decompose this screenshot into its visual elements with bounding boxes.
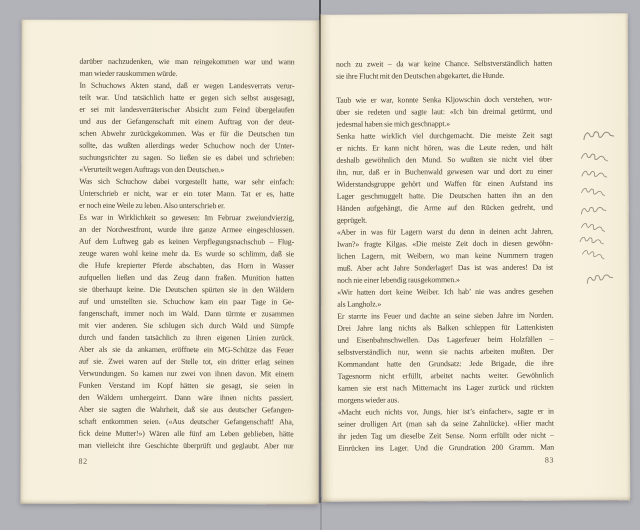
text-line: schaft entkommen seien. («Aus deutscher Gefangenschaft! Aha, (78, 416, 294, 427)
text-line: Einrücken ins Lager. Und die Grundration 200 Gramm. Man (337, 442, 555, 453)
text-line: noch zu zweit – da war keine Chance. Selbstverständlich hatten (335, 58, 553, 69)
text-line: Aber als sie da ankamen, eröffnete ein MG-Schütze das Feuer (78, 344, 294, 355)
text-line: Iwan?» fragte Kilgas. «Die meiste Zeit doch in diesen gewöhn- (336, 238, 553, 249)
text-line: «Wir hatten dort keine Weiber. Ich hab’ nie was andres gesehen (337, 286, 554, 297)
pencil-scribble (583, 131, 613, 140)
page-number-left: 82 (78, 456, 88, 466)
text-line: fangenschaft, immer noch im Wald. Dann türmte er zusammen (78, 308, 294, 319)
text-line: man vielleicht ihre Geschichte überprüft und geglaubt. Aber nur (78, 440, 294, 451)
pencil-scribble (582, 249, 605, 259)
text-line: Auf dem Luftweg gab es keinen Verpflegungsnachschub – Flug- (79, 236, 295, 247)
text-line: er sei mit landesverräterischer Absicht zum Feind übergelaufen (79, 104, 295, 115)
text-line: suchungsrichter zu sagen. So ließen sie es dabei und schrieben: (79, 152, 295, 163)
text-line: jedesmal haben sie mich geschnappt.» (336, 119, 451, 129)
text-line: Verwundungen. So kamen nur zwei von ihnen davon. Mit einem (78, 368, 294, 379)
text-line: man wieder rauskommen würde. (79, 68, 178, 79)
text-line: er nichts. Er kann nicht hören, was die Leute reden, und hält (336, 142, 553, 153)
text-line: Händen aufgehängt, die Arme auf den Rücken gedreht, und (336, 202, 553, 213)
text-line: lichen Lagern, mit Weibern, wo man keine Nummern tragen (336, 250, 554, 261)
text-line: durch und fanden tatsächlich zu ihren eigenen Linien zurück. (78, 332, 294, 343)
text-line: Er starrte ins Feuer und dachte an seine sieben Jahre im Norden. (337, 310, 554, 321)
text-line: Tagesnorm nicht erfüllt, arbeitet nachts weiter. Gewöhnlich (337, 370, 554, 381)
text-line: geprügelt. (336, 215, 368, 225)
pencil-scribble (582, 222, 606, 232)
text-line: ihn, nur, daß er in Buchenwald gewesen war und dort zu einer (336, 166, 553, 177)
text-line: In Schuchows Akten stand, daß er wegen Landesverrats verur- (79, 80, 295, 91)
text-line: auf sie. Zwei waren auf der Stelle tot, ein dritter erlag seinen (78, 356, 294, 367)
pencil-scribble (582, 153, 609, 162)
pencil-scribble (582, 171, 607, 179)
book-page-left (20, 20, 319, 505)
handwritten-marginalia (320, 13, 631, 502)
text-line: sie überhaupt keine. Die Deutschen spürten sie in den Wäldern (78, 284, 294, 295)
text-line: Was sich Schuchow dabei vorgestellt hatte, war sehr einfach: (79, 176, 295, 187)
text-line: schen Abwehr zurückgekommen. Was er für die Deutschen tun (79, 128, 295, 139)
text-line: Aber sie sagten die Wahrheit, daß sie aus deutscher Gefangen- (78, 404, 294, 415)
text-line: und Eisenbahnschwellen. Das Lagerfeuer beim Holzfällen – (337, 334, 554, 345)
text-line: auf und umstellten sie. Schuchow kam ein paar Tage in Ge- (78, 296, 294, 307)
text-line: und aus der Gefangenschaft mit einem Auftrag von der deut- (79, 116, 295, 127)
pencil-scribble (581, 206, 606, 214)
text-line: mit vier anderen. Sie schlugen sich durch Wald und Sümpfe (78, 320, 294, 331)
text-line: zeuge waren wohl keine mehr da. Es wurde so schlimm, daß sie (79, 248, 295, 259)
page-82-text (79, 56, 295, 453)
text-line: teilt war. Und tatsächlich hatte er gegen sich selbst ausgesagt, (79, 92, 295, 103)
text-line: selbstverständlich nur, wenn sie nachts arbeiten mußten. Der (337, 346, 554, 357)
text-line: als Langholz.» (337, 299, 382, 309)
text-line: Funken Verstand im Kopf hätten sie gesagt, sie seien in (78, 380, 294, 391)
text-line: Senka hatte wirklich viel durchgemacht. Die meiste Zeit sagt (336, 130, 553, 141)
text-line: morgens wieder aus. (337, 395, 400, 405)
text-line: darüber nachzudenken, wie man reingekommen war und wann (79, 56, 295, 67)
text-line: Es war in Wirklichkeit so gewesen: Im Februar zweiundvierzig, (79, 212, 295, 223)
book-gutter-shadow (319, 15, 321, 503)
text-line: er noch eine Weile zu leben. Also unterschrieb er. (79, 200, 226, 211)
text-line: ihr jeden Tag um dieselbe Zeit Sense. Norm erfüllt oder nicht – (337, 430, 554, 441)
text-line: «Aber in was für Lagern warst du denn in deinen acht Jahren, (336, 226, 553, 237)
text-line: Kommandant hatte den Grundsatz: Jede Brigade, die ihre (337, 358, 554, 369)
text-line: noch nie einer lebendig rausgekommen.» (337, 275, 460, 285)
text-line: aufquellen ließen und das Zeug dann fraßen. Munition hatten (78, 272, 294, 283)
text-line: kamen sie erst nach Mitternacht ins Lager zurück und rückten (337, 382, 554, 393)
text-line: deshalb gewöhnlich den Mund. So wußten sie nicht viel über (336, 154, 553, 165)
text-line: den Wäldern umhergeirrt. Dann wäre ihnen nichts passiert. (78, 392, 294, 403)
text-line: «Verurteilt wegen Auftrags von den Deutschen.» (79, 164, 225, 175)
text-line: über sie redeten und sagte laut: «Ich bin dreimal getürmt, und (336, 106, 553, 117)
text-line: Drei Jahre lang nichts als Balken schleppen für Lattenkisten (337, 322, 554, 333)
text-line: Widerstandsgruppe gehört und Waffen für einen Aufstand ins (336, 178, 553, 189)
page-number-right: 83 (544, 455, 555, 465)
text-line: «Macht euch nichts vor, Jungs, hier ist’s einfacher», sagte er in (337, 406, 554, 417)
text-line: an der Nordwestfront, wurde ihre ganze Armee eingeschlossen. (79, 224, 295, 235)
text-line: die Hufe krepierter Pferde abschabten, das Horn in Wasser (78, 260, 295, 271)
text-line: sollte, das wußten allerdings weder Schuchow noch der Unter- (79, 140, 295, 151)
text-line: seiner drolligen Art (man sah da seine Zahnlücke). «Hier macht (337, 418, 554, 429)
text-line: sie ihre Flucht mit den Deutschen abgekartet, die Hunde. (336, 70, 505, 81)
text-line: Lager geschmuggelt hatte. Die Deutschen hatten ihn an den (336, 190, 553, 201)
pencil-scribble (582, 187, 606, 196)
text-line: Taub wie er war, konnte Senka Kljowschin doch verstehen, wor- (336, 94, 553, 105)
pencil-scribble (586, 273, 613, 283)
text-line: Unterschrieb er nicht, war er ein toter Mann. Tat er es, hatte (79, 188, 295, 199)
text-line: muß. Aber acht Jahre Sonderlager! Das ist was anderes! Da ist (337, 262, 554, 273)
book-page-right (320, 13, 631, 502)
pencil-scribble (580, 237, 604, 245)
text-line: fick deine Mutter!») Wären alle fünf am Leben geblieben, hätte (78, 428, 294, 439)
